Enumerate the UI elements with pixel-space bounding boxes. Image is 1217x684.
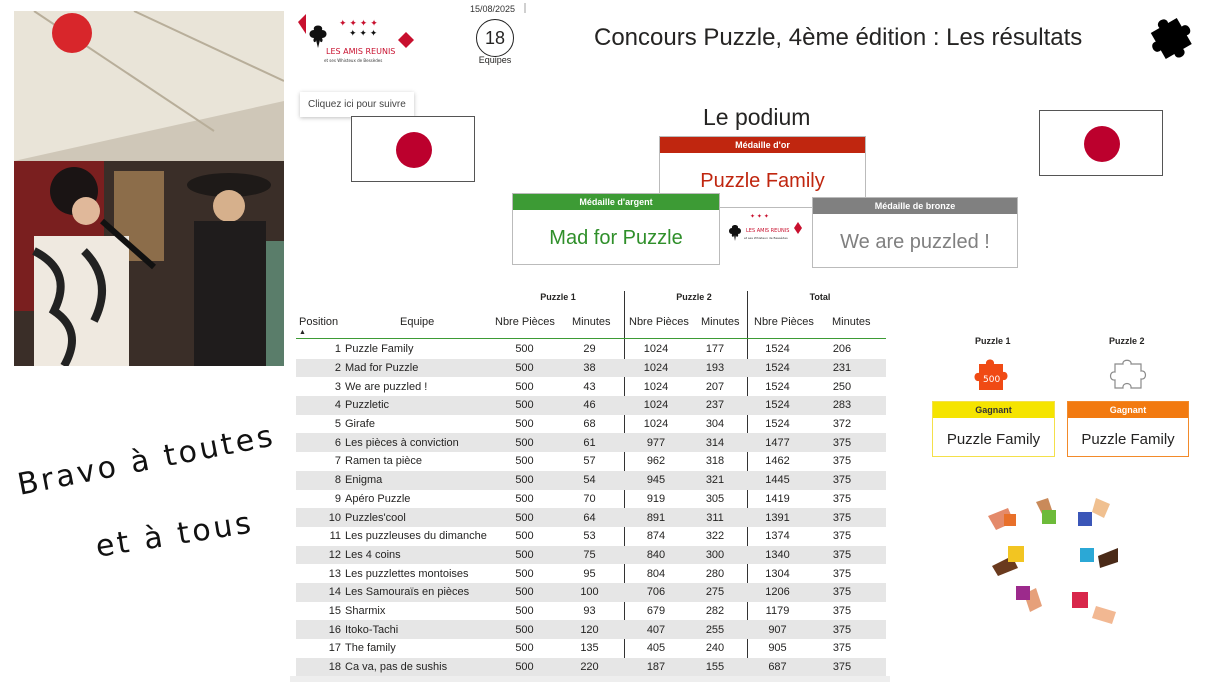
group-puzzle1: Puzzle 1 [540, 292, 576, 302]
hands-holding-puzzle-pieces-image [986, 496, 1120, 628]
cell-pieces-total: 687 [768, 661, 787, 674]
puzzle1-piece-count: 500 [983, 375, 1001, 385]
bravo-line-2: et à tous [93, 505, 257, 565]
cell-position: 8 [334, 474, 341, 487]
cell-minutes-p1: 100 [580, 586, 599, 599]
cell-minutes-total: 375 [832, 474, 852, 487]
cell-pieces-p1: 500 [515, 661, 534, 674]
cell-pieces-total: 1524 [765, 343, 790, 356]
cell-pieces-p2: 840 [646, 548, 666, 561]
cell-pieces-total: 907 [768, 623, 787, 636]
cell-pieces-p1: 500 [515, 511, 534, 524]
cell-minutes-p1: 61 [583, 436, 596, 449]
header-equipe[interactable]: Equipe [400, 316, 435, 328]
svg-text:LES AMIS REUNIS: LES AMIS REUNIS [326, 47, 396, 56]
cell-minutes-p2: 311 [706, 511, 724, 524]
cell-pieces-p1: 500 [515, 474, 534, 487]
cell-pieces-total: 1524 [765, 399, 790, 412]
header-pieces-p1[interactable]: Nbre Pièces [495, 316, 555, 328]
cell-pieces-total: 1445 [765, 474, 790, 487]
cell-minutes-total: 375 [832, 492, 852, 505]
table-row[interactable] [296, 583, 886, 602]
cell-pieces-p1: 500 [515, 380, 534, 393]
club-logo[interactable] [294, 12, 424, 66]
cell-pieces-total: 1304 [765, 567, 790, 580]
cell-minutes-total: 206 [832, 343, 852, 356]
cell-pieces-p2: 945 [646, 474, 666, 487]
cell-position: 9 [334, 492, 341, 505]
cell-pieces-p1: 500 [515, 436, 534, 449]
puzzle-piece-icon [1142, 9, 1198, 65]
cell-minutes-p2: 314 [705, 436, 725, 449]
header-pieces-p2[interactable]: Nbre Pièces [629, 316, 689, 328]
cell-pieces-total: 1462 [765, 455, 790, 468]
japan-flag-right [1039, 110, 1163, 176]
cell-pieces-p2: 874 [646, 530, 666, 543]
winner-card-puzzle2 [1067, 401, 1189, 457]
cell-minutes-p1: 70 [583, 492, 596, 505]
cell-pieces-p2: 962 [646, 455, 666, 468]
cell-minutes-total: 375 [832, 567, 852, 580]
table-row[interactable] [296, 658, 886, 677]
outline-puzzle-piece-icon [1107, 358, 1151, 392]
table-row[interactable] [296, 396, 886, 415]
cell-pieces-total: 1524 [765, 418, 790, 431]
cell-minutes-p1: 95 [583, 567, 596, 580]
bronze-medal-card [812, 197, 1018, 268]
winner-team: Puzzle Family [1081, 431, 1175, 448]
cell-minutes-p2: 305 [705, 492, 725, 505]
cell-pieces-p2: 1024 [643, 362, 669, 375]
table-row[interactable] [296, 527, 886, 546]
flag-sun [396, 132, 432, 168]
cell-position: 10 [328, 511, 341, 524]
cell-pieces-p1: 500 [515, 343, 534, 356]
cell-position: 14 [328, 586, 341, 599]
cell-minutes-p1: 29 [583, 343, 596, 356]
table-row[interactable] [296, 340, 886, 359]
cell-minutes-p1: 75 [583, 548, 596, 561]
cell-position: 12 [328, 548, 341, 561]
cell-minutes-p2: 300 [705, 548, 725, 561]
cell-pieces-p1: 500 [515, 642, 534, 655]
silver-medal-team: Mad for Puzzle [549, 227, 683, 249]
bronze-medal-label: Médaille de bronze [813, 198, 1017, 214]
table-row[interactable] [296, 564, 886, 583]
cell-minutes-p1: 46 [583, 399, 596, 412]
cell-pieces-p2: 1024 [643, 399, 669, 412]
group-puzzle2: Puzzle 2 [676, 292, 712, 302]
cell-pieces-p1: 500 [515, 623, 534, 636]
header-minutes-p2[interactable]: Minutes [701, 316, 740, 328]
report-date: 15/08/2025 [470, 4, 516, 14]
cell-minutes-total: 375 [832, 623, 852, 636]
cell-pieces-p2: 891 [646, 511, 666, 524]
cell-minutes-total: 375 [832, 530, 852, 543]
cell-equipe: Les puzzleuses du dimanche [345, 530, 487, 543]
table-row[interactable] [296, 377, 886, 396]
cell-pieces-total: 1419 [765, 492, 790, 505]
horizontal-scrollbar[interactable] [290, 676, 890, 682]
svg-text:et ses Whisteux de Bessèdes: et ses Whisteux de Bessèdes [324, 58, 383, 63]
cell-pieces-p2: 187 [646, 661, 666, 674]
silver-medal-label: Médaille d'argent [513, 194, 719, 210]
cell-minutes-p2: 318 [705, 455, 725, 468]
cell-minutes-p1: 57 [583, 455, 596, 468]
cell-minutes-total: 375 [832, 661, 852, 674]
cell-minutes-p2: 304 [705, 418, 725, 431]
cell-minutes-p2: 155 [705, 661, 725, 674]
cell-pieces-total: 1477 [765, 436, 790, 449]
cell-pieces-total: 1206 [765, 586, 790, 599]
group-total: Total [809, 292, 831, 302]
cell-pieces-p2: 804 [646, 567, 666, 580]
cell-minutes-p1: 120 [580, 623, 599, 636]
cell-minutes-total: 375 [832, 642, 852, 655]
cell-minutes-p1: 93 [583, 604, 596, 617]
cell-pieces-p2: 405 [646, 642, 666, 655]
cell-pieces-total: 1524 [765, 380, 790, 393]
cell-minutes-p2: 322 [705, 530, 725, 543]
cell-pieces-p2: 1024 [643, 380, 669, 393]
podium-title: Le podium [703, 104, 811, 130]
cell-minutes-p1: 68 [583, 418, 596, 431]
cell-position: 2 [334, 362, 341, 375]
cell-equipe: Puzzle Family [345, 343, 414, 356]
cell-equipe: Les puzzlettes montoises [345, 567, 469, 580]
follow-tooltip[interactable]: Cliquez ici pour suivre [300, 92, 414, 117]
cell-position: 13 [328, 567, 341, 580]
cell-equipe: Enigma [345, 474, 383, 487]
cell-pieces-p1: 500 [515, 399, 534, 412]
table-row[interactable] [296, 359, 886, 378]
cell-minutes-total: 231 [832, 362, 852, 375]
svg-text:✦ ✦ ✦: ✦ ✦ ✦ [349, 29, 378, 39]
table-row[interactable] [296, 452, 886, 471]
cell-position: 3 [334, 380, 341, 393]
cell-pieces-p1: 500 [515, 530, 534, 543]
winner-team: Puzzle Family [946, 431, 1041, 448]
cell-minutes-p1: 54 [583, 474, 596, 487]
date-divider [524, 3, 526, 13]
cell-position: 6 [334, 436, 341, 449]
puzzle2-label: Puzzle 2 [1109, 336, 1145, 346]
cell-pieces-p2: 977 [646, 436, 666, 449]
table-row[interactable] [296, 620, 886, 639]
cell-minutes-total: 375 [832, 604, 852, 617]
cell-pieces-p2: 1024 [643, 343, 669, 356]
table-body [296, 340, 886, 676]
sort-ascending-icon[interactable]: ▲ [299, 329, 306, 336]
cell-equipe: Les pièces à conviction [345, 436, 459, 449]
cell-minutes-p2: 282 [705, 604, 725, 617]
cell-pieces-p2: 919 [646, 492, 666, 505]
header-minutes-total[interactable]: Minutes [832, 316, 871, 328]
cell-equipe: Itoko-Tachi [345, 623, 399, 636]
header-minutes-p1[interactable]: Minutes [572, 316, 611, 328]
cell-minutes-total: 375 [832, 436, 852, 449]
cell-pieces-p2: 1024 [643, 418, 669, 431]
silver-medal-card [512, 193, 720, 265]
table-row[interactable] [296, 546, 886, 565]
cell-minutes-p1: 38 [583, 362, 596, 375]
cell-minutes-p1: 135 [580, 642, 599, 655]
cell-position: 7 [334, 455, 341, 468]
cell-position: 16 [328, 623, 341, 636]
cell-pieces-p1: 500 [515, 455, 534, 468]
puzzle1-label: Puzzle 1 [975, 336, 1011, 346]
cell-minutes-p2: 207 [705, 380, 725, 393]
cell-position: 11 [329, 530, 341, 543]
cell-minutes-total: 283 [832, 399, 852, 412]
svg-text:et ses Whisteux de Bessèdes: et ses Whisteux de Bessèdes [744, 236, 788, 240]
cell-position: 1 [334, 343, 341, 356]
cell-equipe: Sharmix [345, 604, 386, 617]
cell-pieces-total: 1524 [765, 362, 790, 375]
cell-minutes-p2: 255 [705, 623, 725, 636]
cell-minutes-p2: 240 [705, 642, 725, 655]
cell-equipe: We are puzzled ! [345, 380, 428, 393]
header-pieces-total[interactable]: Nbre Pièces [754, 316, 814, 328]
svg-text:✦ ✦ ✦ ✦: ✦ ✦ ✦ ✦ [339, 19, 378, 29]
winner-label: Gagnant [933, 402, 1054, 418]
club-logo-small [726, 208, 806, 248]
cell-pieces-total: 1391 [765, 511, 790, 524]
winner-card-puzzle1 [932, 401, 1055, 457]
svg-text:✦ ✦ ✦: ✦ ✦ ✦ [750, 213, 769, 220]
cell-minutes-p2: 321 [705, 474, 725, 487]
cell-minutes-p2: 280 [705, 567, 725, 580]
header-underline [296, 338, 886, 339]
cell-equipe: Puzzles'cool [345, 511, 406, 524]
table-row[interactable] [296, 639, 886, 658]
cell-minutes-total: 375 [832, 586, 852, 599]
cell-minutes-total: 375 [832, 548, 852, 561]
cell-minutes-p2: 193 [705, 362, 725, 375]
team-count-label: Equipes [478, 55, 512, 65]
cell-equipe: Girafe [345, 418, 375, 431]
table-row[interactable] [296, 415, 886, 434]
cell-minutes-p2: 237 [705, 399, 725, 412]
cell-pieces-p1: 500 [515, 362, 534, 375]
cell-position: 15 [328, 604, 341, 617]
cell-equipe: Les 4 coins [345, 548, 401, 561]
cell-equipe: Puzzletic [345, 399, 390, 412]
header-position[interactable]: Position [299, 316, 339, 328]
table-row[interactable] [296, 433, 886, 452]
cell-minutes-total: 372 [832, 418, 852, 431]
cell-minutes-p1: 53 [583, 530, 596, 543]
cell-equipe: Apéro Puzzle [345, 492, 411, 505]
orange-puzzle-piece-icon [971, 354, 1011, 394]
cell-minutes-p2: 275 [705, 586, 725, 599]
flag-sun [1084, 126, 1120, 162]
bronze-medal-team: We are puzzled ! [840, 231, 990, 253]
team-count: 18 [476, 19, 514, 57]
cell-minutes-total: 375 [832, 455, 852, 468]
cell-pieces-p1: 500 [515, 548, 534, 561]
winner-label: Gagnant [1068, 402, 1188, 418]
gold-medal-team: Puzzle Family [700, 170, 825, 192]
cell-minutes-p1: 220 [580, 661, 599, 674]
table-row[interactable] [296, 490, 886, 509]
page-title: Concours Puzzle, 4ème édition : Les résultats [594, 24, 1083, 51]
bravo-line-1: Bravo à toutes [14, 418, 279, 503]
svg-text:LES AMIS REUNIS: LES AMIS REUNIS [746, 228, 790, 234]
cell-pieces-total: 1179 [765, 604, 790, 617]
table-row[interactable] [296, 602, 886, 621]
cell-pieces-p1: 500 [515, 586, 534, 599]
cell-pieces-p1: 500 [515, 418, 534, 431]
cell-minutes-p2: 177 [705, 343, 725, 356]
cell-equipe: The family [345, 642, 396, 655]
japan-flag-left [351, 116, 475, 182]
cell-minutes-p1: 43 [583, 380, 596, 393]
cell-minutes-total: 375 [832, 511, 852, 524]
cell-pieces-p2: 407 [646, 623, 666, 636]
cell-pieces-total: 1340 [765, 548, 790, 561]
cell-equipe: Les Samouraïs en pièces [345, 586, 470, 599]
table-row[interactable] [296, 471, 886, 490]
event-photo [14, 11, 284, 366]
cell-pieces-p1: 500 [515, 492, 534, 505]
cell-equipe: Mad for Puzzle [345, 362, 419, 375]
cell-pieces-total: 1374 [765, 530, 790, 543]
cell-position: 18 [328, 661, 341, 674]
cell-pieces-p2: 679 [646, 604, 666, 617]
cell-position: 17 [328, 642, 341, 655]
cell-equipe: Ca va, pas de sushis [345, 661, 448, 674]
cell-pieces-p2: 706 [646, 586, 666, 599]
cell-position: 4 [334, 399, 341, 412]
gold-medal-label: Médaille d'or [660, 137, 865, 153]
cell-pieces-p1: 500 [515, 604, 534, 617]
cell-equipe: Ramen ta pièce [345, 455, 423, 468]
table-row[interactable] [296, 508, 886, 527]
cell-minutes-p1: 64 [583, 511, 596, 524]
cell-pieces-total: 905 [768, 642, 787, 655]
cell-pieces-p1: 500 [515, 567, 534, 580]
cell-position: 5 [334, 418, 341, 431]
cell-minutes-total: 250 [832, 380, 852, 393]
